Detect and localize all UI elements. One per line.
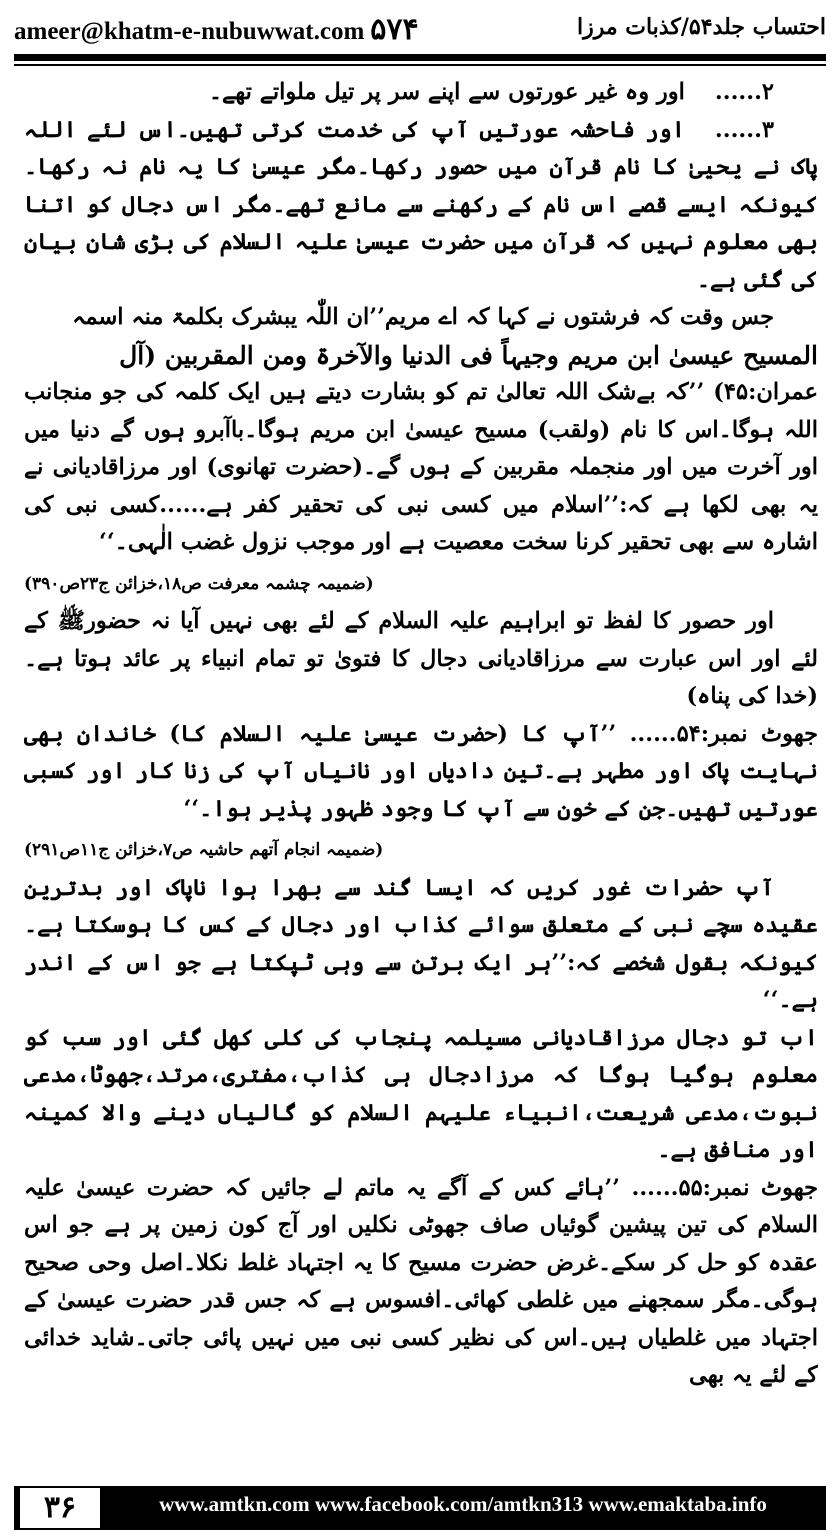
lie-text: ’’آپ کا (حضرت عیسیٰ علیہ السلام کا) خاندان بھی نہایت پاک اور مطہر ہے۔تین دادیاں اور نانیاں آپ کی زنا کار اور کسبی عورتیں تھیں۔جن کے خون سے آپ کا وجود ظہور پذیر ہوا۔‘‘: [24, 720, 818, 822]
page-footer: [14, 1486, 826, 1530]
paragraph-now: اب تو دجال مرزاقادیانی مسیلمہ پنجاب کی کلی کھل گئی اور سب کو معلوم ہوگیا ہوگا کہ مرزادجال ہی کذاب،مفتری،مرتد،جھوٹا،مدعی نبوت،مدعی شریعت،انبیاء علیہم السلام کو گالیاں دینے والا کمینہ اور منافق ہے۔: [24, 1024, 818, 1163]
item-text: اور فاحشہ عورتیں آپ کی خدمت کرتی تھیں۔اس لئے اللہ پاک نے یحییٰ کا نام قرآن میں حصور رکھا۔مگر عیسیٰ کا یہ نام نہ رکھا۔کیونکہ ایسے قصے اس نام کے رکھنے سے مانع تھے۔مگر اس دجال کو اتنا بھی معلوم نہیں کہ قرآن میں حضرت عیسیٰ علیہ السلام کی بڑی شان بیان کی گئی ہے۔: [24, 116, 818, 293]
lie-label: جھوٹ نمبر:۵۵......: [631, 1174, 818, 1201]
list-item-2: [24, 74, 818, 112]
item-number: ۲......: [714, 79, 774, 105]
header-divider-thin: [14, 64, 826, 66]
header-divider-thick: [14, 54, 826, 61]
header-email: ameer@khatm-e-nubuwwat.com: [14, 18, 365, 45]
footer-links[interactable]: www.amtkn.com www.facebook.com/amtkn313 www.emaktaba.info: [159, 1492, 767, 1516]
paragraph-translation: عمران:۴۵) ’’کہ بےشک اللہ تعالیٰ تم کو بشارت دیتے ہیں ایک کلمہ کی جو منجانب اللہ ہوگا۔اس کا نام (ولقب) مسیح عیسیٰ ابن مریم ہوگا۔باآبرو ہوں گے دنیا میں اور آخرت میں اور منجملہ مقربین کے ہوں گے۔(حضرت تھانوی) اور مرزاقادیانی نے یہ بھی لکھا ہے کہ:’’اسلام میں کسی نبی کی تحقیر کفر ہے......کسی نبی کی اشارہ سے بھی تحقیر کرنا سخت معصیت ہے اور موجب نزول غضب الٰہی۔‘‘: [24, 379, 818, 555]
paragraph-hasur: اور حصور کا لفظ تو ابراہیم علیہ السلام کے لئے بھی نہیں آیا نہ حضورﷺ کے لئے اور اس عبارت سے مرزاقادیانی دجال کا فتویٰ تو تمام انبیاء پر عائد ہوتا ہے۔(خدا کی پناہ): [24, 608, 818, 709]
arabic-verse-line: المسیح عیسیٰ ابن مریم وجیہاً فی الدنیا والآخرۃ ومن المقربین (آل: [119, 340, 818, 370]
lie-54: [24, 716, 818, 829]
lie-label: جھوٹ نمبر:۵۴......: [629, 720, 818, 747]
item-number: ۳......: [714, 116, 774, 143]
header-email-block: [14, 12, 419, 47]
footer-page-number: ۳۶: [20, 1488, 100, 1528]
lie-text: ’’ہائے کس کے آگے یہ ماتم لے جائیں کہ حضرت عیسیٰ علیہ السلام کی تین پیشین گوئیاں صاف جھوٹی نکلیں اور آج کون زمین پر ہے جو اس عقدہ کو حل کر سکے۔غرض حضرت مسیح کا یہ اجتہاد غلط نکلا۔اصل وحی صحیح ہوگی۔مگر سمجھنے میں غلطی کھائی۔افسوس ہے کہ جس قدر حضرت عیسیٰ کے اجتہاد میں غلطیاں ہیں۔اس کی نظیر کسی نبی میں نہیں پائی جاتی۔شاید خدائی کے لئے یہ بھی: [24, 1174, 818, 1388]
reference-citation: (ضمیمہ انجام آتھم حاشیہ ص۷،خزائن ج۱۱ص۲۹۱): [24, 840, 384, 860]
page-header: [14, 8, 826, 54]
reference-citation: (ضمیمہ چشمہ معرفت ص۱۸،خزائن ج۲۳ص۳۹۰): [24, 573, 374, 594]
header-page-number: ۵۷۴: [370, 13, 419, 46]
paragraph-angels: جس وقت کہ فرشتوں نے کہا کہ اے مریم’’ان اللّٰہ یبشرک بکلمۃ منہ اسمہ: [72, 304, 774, 330]
page-body: [24, 74, 818, 1468]
item-text: اور وہ غیر عورتوں سے اپنے سر پر تیل ملواتے تھے۔: [208, 79, 685, 105]
list-item-3: [24, 112, 818, 300]
paragraph-reflect: آپ حضرات غور کریں کہ ایسا گند سے بھرا ہوا ناپاک اور بدترین عقیدہ سچے نبی کے متعلق سوائے کذاب اور دجال کے کس کا ہوسکتا ہے۔کیونکہ بقول شخصے کہ:’’ہر ایک برتن سے وہی ٹپکتا ہے جو اس کے اندر ہے۔‘‘: [24, 874, 818, 1013]
header-book-title: احتساب جلد۵۴/کذبات مرزا: [576, 14, 826, 40]
lie-55: [24, 1170, 818, 1395]
